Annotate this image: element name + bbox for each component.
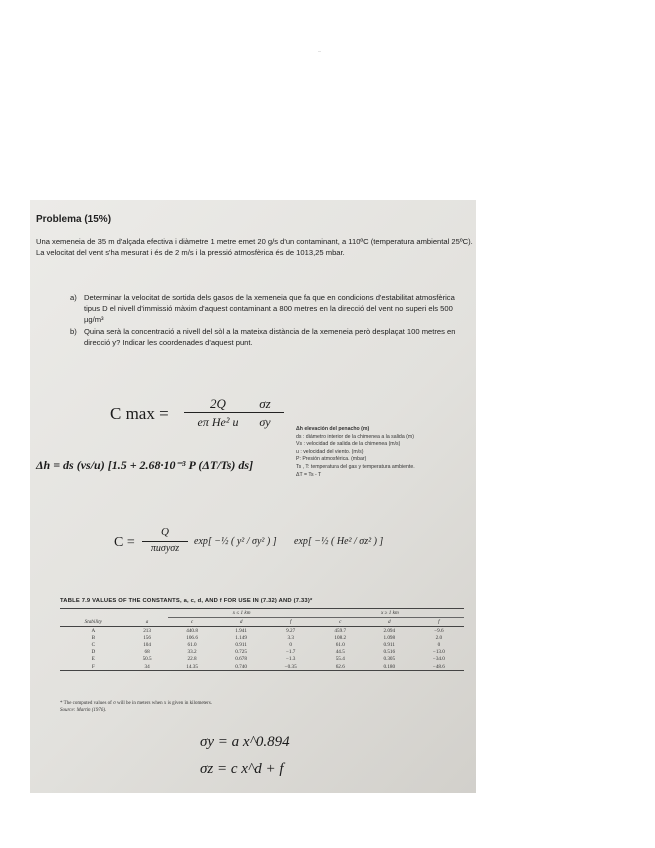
group-header-near: x ≤ 1 km	[168, 609, 316, 618]
source-text: Source: Martin (1976).	[60, 708, 107, 713]
table-cell: 108.2	[334, 634, 347, 641]
table-cell: 0.725	[235, 649, 247, 656]
table-cell: 44.5	[335, 649, 345, 656]
table-cell: −1.3	[285, 656, 296, 663]
footnote-text: * The computed values of σ will be in meters when x is given in kilometers.	[60, 701, 213, 706]
table-cell: 2.094	[383, 627, 396, 634]
stability-class-cell: C	[91, 641, 96, 648]
table-cell: 50.5	[142, 656, 152, 663]
table-cell: 68	[144, 649, 150, 656]
concentration-denominator: πuσyσz	[150, 543, 180, 554]
table-row	[60, 663, 464, 671]
table-cell: 0.911	[383, 641, 396, 648]
table-cell: 0.911	[235, 641, 247, 648]
table-cell: −0.35	[266, 663, 316, 671]
stability-class-cell: E	[91, 656, 95, 663]
table-cell: 0.678	[235, 656, 247, 663]
table-cell: 1.098	[383, 634, 396, 641]
stability-class-cell: F	[60, 663, 127, 671]
table-row	[60, 641, 464, 648]
question-label: a)	[70, 293, 77, 302]
table-footnote	[60, 700, 460, 714]
table-cell: 106.6	[186, 634, 198, 641]
question-text: Determinar la velocitat de sortida dels gasos de la xemeneia que fa que en condicions d'estabilitat atmosfèrica tipus D el nivell d'immissió màxim d'aquest contaminant a 800 metres en la direcció del vent no superi els 500 µg/m³	[84, 293, 455, 324]
group-header-far: x ≥ 1 km	[316, 609, 464, 618]
problem-questions	[70, 292, 470, 349]
table-cell: 22.8	[187, 656, 197, 663]
problem-title: Problema (15%)	[36, 214, 112, 225]
sigma-z-formula: σz = c x^d + f	[200, 761, 284, 777]
table-cell: 440.8	[186, 627, 198, 634]
concentration-fraction-bar	[142, 541, 188, 542]
concentration-lhs: C =	[114, 535, 135, 550]
plume-rise-legend	[296, 426, 472, 479]
cmax-numerator-a: 2Q	[210, 396, 226, 411]
stability-class-cell: D	[91, 649, 96, 656]
table-cell: −34.0	[432, 656, 445, 663]
table-row	[60, 634, 464, 641]
table-cell: −48.6	[414, 663, 464, 671]
column-header: d	[217, 618, 266, 627]
stability-class-cell: B	[91, 634, 96, 641]
table-row	[60, 656, 464, 663]
concentration-exp-lateral: exp[ −½ ( y² / σy² ) ]	[194, 536, 277, 547]
table-cell: 3.3	[287, 634, 294, 641]
question-item	[70, 326, 470, 348]
table-cell: −1.7	[285, 649, 296, 656]
column-header: Stability	[60, 618, 127, 627]
table-cell: 14.35	[168, 663, 217, 671]
problem-statement: Una xemeneia de 35 m d'alçada efectiva i diàmetre 1 metre emet 20 g/s d'un contaminant, a 110ºC (temperatura ambiental 25ºC). La velocitat del vent s'ha mesurat i és de 2 m/s i la pressió atmosfèrica és de 1013,25 mbar.	[36, 237, 473, 257]
table-cell: 62.6	[316, 663, 365, 671]
table-cell: 2.0	[435, 634, 443, 641]
legend-item: ΔT = Ts - T	[296, 471, 322, 478]
column-header: a	[127, 618, 168, 627]
table-cell: 61.0	[187, 641, 197, 648]
legend-item: P: Presión atmosférica. (mbar)	[296, 456, 367, 463]
legend-item: u : velocidad del viento. (m/s)	[296, 448, 364, 455]
concentration-numerator: Q	[161, 526, 169, 538]
table-row	[60, 649, 464, 656]
column-header: f	[414, 618, 464, 627]
question-item	[70, 292, 470, 325]
legend-item: Δh elevación del penacho (m)	[296, 426, 370, 432]
table-cell: −13.0	[432, 649, 445, 656]
legend-item: Ts , T: temperatura del gas y temperatura ambiente.	[296, 463, 415, 470]
table-cell: 34	[127, 663, 168, 671]
table-cell: 104	[143, 641, 151, 648]
column-header: c	[316, 618, 365, 627]
table-cell: 459.7	[334, 627, 347, 634]
table-cell: 0.305	[383, 656, 396, 663]
table-row	[60, 627, 464, 635]
plume-rise-formula: Δh = ds (vs/u) [1.5 + 2.68·10⁻³ P (ΔT/Ts) ds]	[36, 458, 254, 472]
table-title: TABLE 7.9 VALUES OF THE CONSTANTS, a, c, d, AND f FOR USE IN (7.32) AND (7.33)*	[60, 598, 313, 604]
table-cell: 0.180	[365, 663, 414, 671]
cmax-numerator-b: σz	[259, 396, 271, 411]
column-header: c	[168, 618, 217, 627]
table-cell: 61.0	[335, 641, 345, 648]
column-header: f	[266, 618, 316, 627]
cmax-lhs: C max =	[110, 404, 169, 423]
cmax-fraction-bar	[184, 412, 284, 413]
table-cell: 0	[437, 641, 441, 648]
table-cell: −9.6	[434, 627, 444, 634]
cmax-denominator-b: σy	[259, 415, 271, 429]
problem-sheet-photo	[30, 200, 476, 793]
concentration-exp-vertical: exp[ −½ ( He² / σz² ) ]	[294, 536, 384, 547]
column-header: d	[365, 618, 414, 627]
table-cell: 9.27	[286, 627, 296, 634]
legend-item: ds : diámetro interior de la chimenea a la salida (m)	[296, 433, 414, 440]
page-top-mark: —	[318, 49, 321, 53]
table-cell: 33.2	[187, 649, 197, 656]
question-label: b)	[70, 327, 77, 336]
constants-table	[60, 608, 464, 671]
sigma-y-formula: σy = a x^0.894	[200, 734, 290, 750]
stability-class-cell: A	[91, 627, 96, 634]
question-text: Quina serà la concentració a nivell del sòl a la mateixa distància de la xemeneia però desplaçat 100 metres en direcció y? Indicar les coordenades d'aquest punt.	[84, 327, 456, 347]
table-cell: 55.4	[335, 656, 345, 663]
table-cell: 1.941	[235, 627, 247, 634]
table-cell: 0.516	[383, 649, 396, 656]
legend-item: Vs : velocidad de salida de la chimenea (m/s)	[296, 441, 401, 448]
table-cell: 156	[143, 634, 151, 641]
table-cell: 1.149	[235, 634, 247, 641]
table-cell: 0	[289, 641, 292, 648]
concentration-formula	[114, 526, 434, 566]
table-cell: 0.740	[217, 663, 266, 671]
cmax-denominator-a: eπ He² u	[197, 415, 239, 429]
table-cell: 213	[143, 627, 151, 634]
